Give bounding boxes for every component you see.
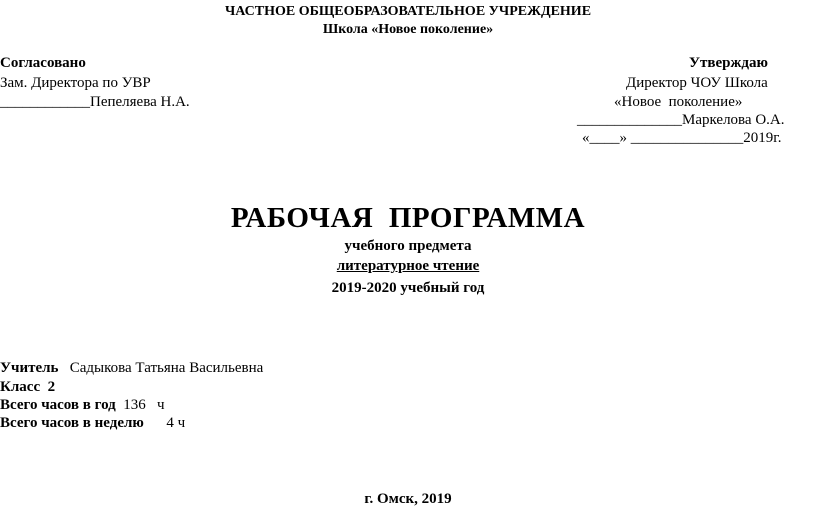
school-title: Школа «Новое поколение» bbox=[322, 22, 494, 37]
director-signature: ______________Маркелова О.А. bbox=[577, 112, 785, 128]
hours-per-year-line bbox=[0, 398, 165, 413]
teacher-label: Учитель bbox=[0, 360, 59, 376]
hours-per-week-label: Всего часов в неделю bbox=[0, 415, 144, 431]
subject-name: литературное чтение bbox=[336, 258, 480, 274]
document-title: РАБОЧАЯ ПРОГРАММА bbox=[230, 202, 586, 234]
subject-caption: учебного предмета bbox=[344, 238, 472, 254]
hours-per-year-label: Всего часов в год bbox=[0, 397, 116, 413]
school-name-line: «Новое поколение» bbox=[614, 94, 743, 110]
teacher-line bbox=[0, 361, 263, 376]
approve-heading: Утверждаю bbox=[689, 55, 768, 71]
hours-per-week-line bbox=[0, 416, 185, 431]
approved-by-heading: Согласовано bbox=[0, 55, 86, 71]
director-position: Директор ЧОУ Школа bbox=[626, 75, 768, 91]
deputy-director-position: Зам. Директора по УВР bbox=[0, 75, 151, 91]
teacher-name: Садыкова Татьяна Васильевна bbox=[69, 360, 264, 376]
city-year: г. Омск, 2019 bbox=[364, 491, 452, 507]
institution-title: ЧАСТНОЕ ОБЩЕОБРАЗОВАТЕЛЬНОЕ УЧРЕЖДЕНИЕ bbox=[224, 4, 592, 19]
hours-per-year-unit: ч bbox=[156, 397, 165, 413]
academic-year: 2019-2020 учебный год bbox=[331, 280, 485, 296]
approval-date-line: «____» _______________2019г. bbox=[582, 130, 782, 146]
class-line: Класс 2 bbox=[0, 379, 56, 395]
hours-per-week-value: 4 ч bbox=[166, 415, 186, 431]
deputy-director-signature: ____________Пепеляева Н.А. bbox=[0, 94, 190, 110]
hours-per-year-value: 136 bbox=[123, 397, 146, 413]
